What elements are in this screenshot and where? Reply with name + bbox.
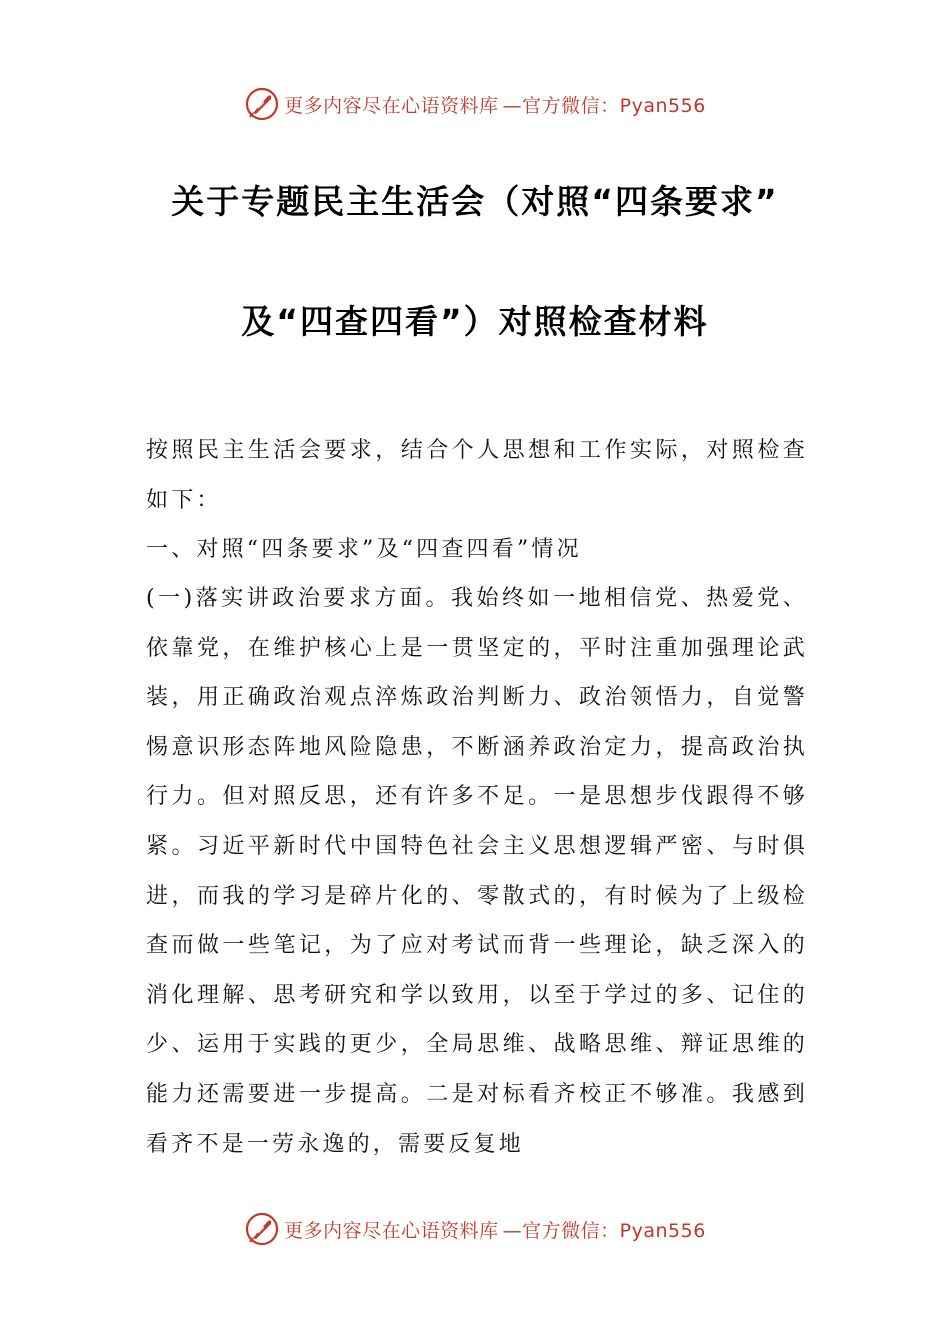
watermark-main-text: 更多内容尽在心语资料库 bbox=[284, 94, 499, 117]
document-title-line-1: 关于专题民主生活会（对照“四条要求” bbox=[171, 182, 779, 221]
intro-text: 按照民主生活会要求，结合个人思想和工作实际，对照检查如下： bbox=[146, 438, 808, 513]
quill-pen-logo-icon bbox=[244, 1211, 280, 1247]
watermark-banner-bottom bbox=[0, 1209, 950, 1249]
document-title-line-2: 及“四查四看”）对照检查材料 bbox=[241, 302, 709, 341]
section-paragraph-text: (一)落实讲政治要求方面。我始终如一地相信党、热爱党、依靠党，在维护核心上是一贯坚定的，平时注重加强理论武装，用正确政治观点淬炼政治判断力、政治领悟力，自觉警惕意识形态阵地风险隐患，不断涵养政治定力，提高政治执行力。但对照反思，还有许多不足。一是思想步伐跟得不够紧。习近平新时代中国特色社会主义思想逻辑严密、与时俱进，而我的学习是碎片化的、零散式的，有时候为了上级检查而做一些笔记，为了应对考试而背一些理论，缺乏深入的消化理解、思考研究和学以致用，以至于学过的多、记住的少、运用于实践的更少，全局思维、战略思维、辩证思维的能力还需要进一步提高。二是对标看齐校正不够准。我感到看齐不是一劳永逸的，需要反复地 bbox=[146, 586, 808, 1157]
watermark-sub-text: —官方微信：Pyan556 bbox=[502, 1219, 706, 1242]
watermark-main-text: 更多内容尽在心语资料库 bbox=[284, 1219, 499, 1242]
section-heading bbox=[146, 525, 808, 575]
watermark-sub-text: —官方微信：Pyan556 bbox=[502, 94, 706, 117]
quill-pen-logo-icon bbox=[244, 86, 280, 122]
intro-paragraph bbox=[146, 426, 808, 525]
section-heading-text: 一、对照“四条要求”及“四查四看”情况 bbox=[146, 537, 582, 562]
watermark-banner-top bbox=[0, 84, 950, 124]
section-paragraph bbox=[146, 574, 808, 1169]
